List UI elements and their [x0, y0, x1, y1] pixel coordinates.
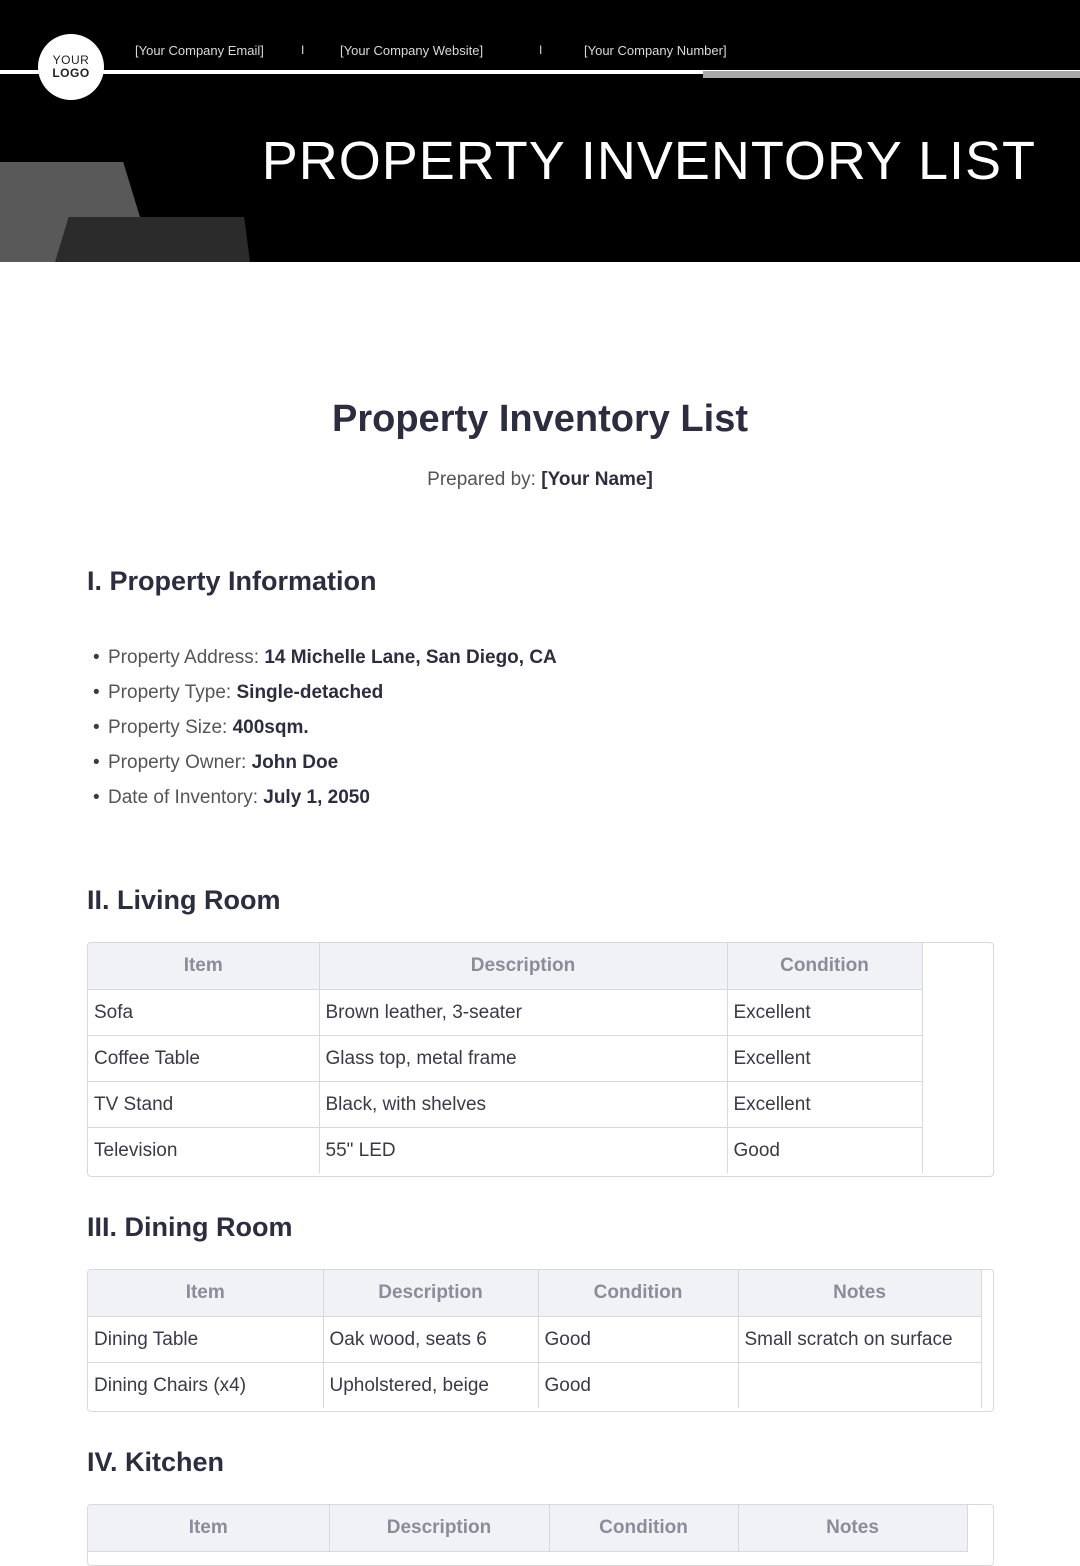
prepared-by-value: [Your Name] [541, 469, 653, 490]
column-header: Condition [538, 1270, 738, 1317]
company-website: [Your Company Website] [340, 43, 484, 58]
table-cell: Coffee Table [88, 1036, 319, 1082]
column-header: Condition [727, 943, 922, 990]
logo-text-line2: LOGO [52, 66, 90, 80]
section-heading-living-room: II. Living Room [87, 885, 281, 915]
company-logo [38, 34, 104, 100]
banner-title: PROPERTY INVENTORY LIST [261, 131, 1036, 191]
company-number: [Your Company Number] [584, 43, 727, 58]
table-header-row [88, 1270, 981, 1317]
table-cell: Small scratch on surface [738, 1317, 981, 1363]
table-cell: 55" LED [319, 1128, 727, 1174]
list-item: • Property Size: 400sqm. [93, 717, 309, 738]
table-row [88, 1317, 981, 1363]
column-header: Condition [549, 1505, 738, 1552]
column-header: Item [88, 1270, 323, 1317]
property-info-list [93, 645, 557, 820]
dining-room-table [87, 1269, 994, 1412]
table-row [88, 1128, 922, 1174]
table-cell: Television [88, 1128, 319, 1174]
table-row [88, 1082, 922, 1128]
table-header-row [88, 1505, 967, 1552]
table-cell: Dining Table [88, 1317, 323, 1363]
header-divider-accent [703, 71, 1080, 78]
list-item: • Date of Inventory: July 1, 2050 [93, 787, 370, 808]
contact-separator: I [539, 43, 543, 57]
list-item: • Property Address: 14 Michelle Lane, San Diego, CA [93, 647, 557, 668]
logo-text-line1: YOUR [52, 53, 90, 67]
table-cell: TV Stand [88, 1082, 319, 1128]
decorative-shape [55, 217, 250, 262]
section-heading-kitchen: IV. Kitchen [87, 1447, 225, 1477]
column-header: Notes [738, 1505, 967, 1552]
prepared-by [0, 469, 1080, 491]
column-header: Item [88, 943, 319, 990]
list-item: • Property Type: Single-detached [93, 682, 384, 703]
company-email: [Your Company Email] [135, 43, 264, 58]
table-row [88, 1036, 922, 1082]
header-banner [0, 0, 1080, 262]
column-header: Description [329, 1505, 549, 1552]
table-row [88, 1363, 981, 1409]
table-cell: Dining Chairs (x4) [88, 1363, 323, 1409]
table-cell [738, 1363, 981, 1409]
kitchen-table [87, 1504, 994, 1566]
document-title: Property Inventory List [332, 398, 748, 440]
column-header: Notes [738, 1270, 981, 1317]
table-header-row [88, 943, 922, 990]
list-item: • Property Owner: John Doe [93, 752, 339, 773]
living-room-table [87, 942, 994, 1177]
table-cell: Good [727, 1128, 922, 1174]
section-heading-dining-room: III. Dining Room [87, 1212, 293, 1242]
table-cell: Excellent [727, 1036, 922, 1082]
contact-separator: I [301, 43, 305, 57]
table-cell: Black, with shelves [319, 1082, 727, 1128]
section-heading-property-info: I. Property Information [87, 566, 377, 596]
table-cell: Good [538, 1317, 738, 1363]
table-cell: Glass top, metal frame [319, 1036, 727, 1082]
column-header: Description [323, 1270, 538, 1317]
column-header: Description [319, 943, 727, 990]
table-cell: Sofa [88, 990, 319, 1036]
table-cell: Brown leather, 3-seater [319, 990, 727, 1036]
table-cell: Upholstered, beige [323, 1363, 538, 1409]
column-header: Item [88, 1505, 329, 1552]
table-cell: Excellent [727, 990, 922, 1036]
table-row [88, 990, 922, 1036]
prepared-by-label: Prepared by: [427, 469, 536, 490]
table-cell: Oak wood, seats 6 [323, 1317, 538, 1363]
table-cell: Good [538, 1363, 738, 1409]
table-cell: Excellent [727, 1082, 922, 1128]
